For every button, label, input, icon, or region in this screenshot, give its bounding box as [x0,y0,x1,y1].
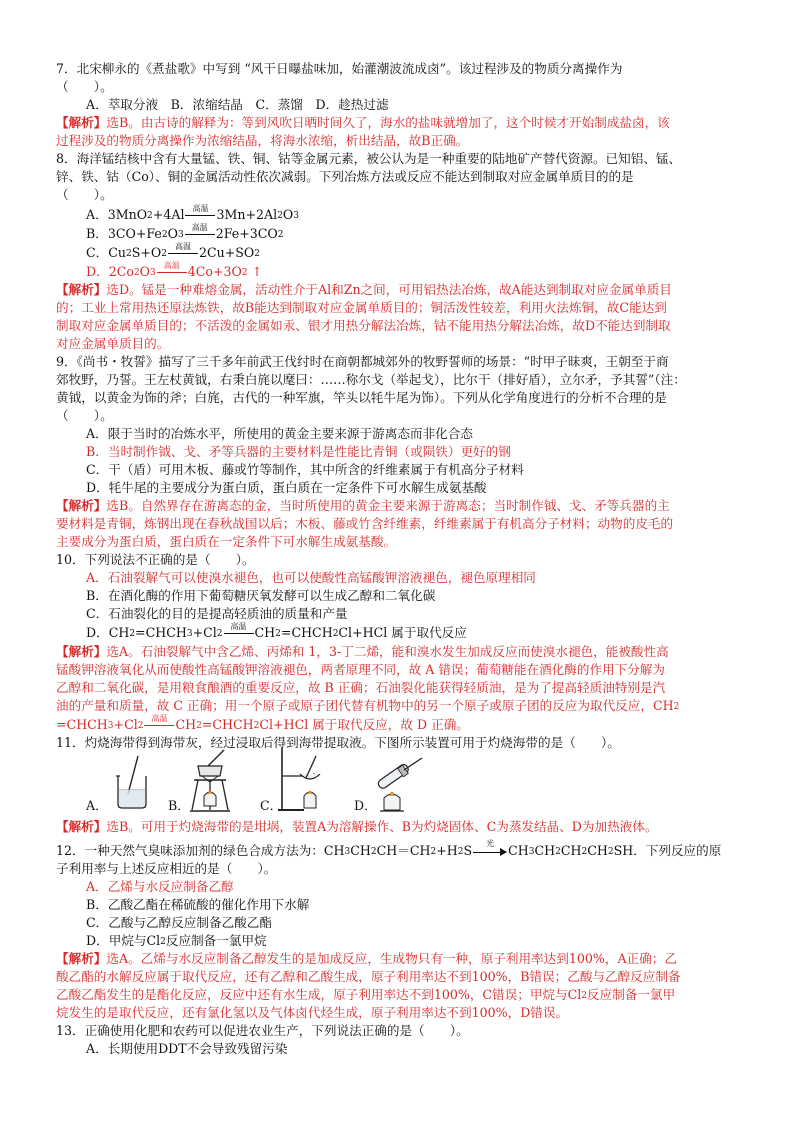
q9-stem-cont-1: 郊牧野，乃誓。王左杖黄钺，右秉白旄以麾曰：……称尔戈（举起戈），比尔干（排好盾），立尔矛，予其誓”（注： [56,372,686,387]
q10-option-a: A．石油裂解气可以使溴水褪色，也可以使酸性高锰酸钾溶液褪色，褪色原理相同 [86,570,536,585]
q12-option-d: D．甲烷与Cl2反应制备一氯甲烷 [86,933,267,948]
q8-option-a: A．3MnO2+4Al 高温 3Mn+2Al2O3 [86,203,299,222]
q9-option-c: C．干（盾）可用木板、藤或竹等制作，其中所含的纤维素属于有机高分子材料 [86,462,524,477]
q8-blank: （ ）。 [56,187,113,202]
q8-option-d: D．2Co2O3 高温 4Co+3O2 ↑ [86,260,263,279]
q12-analysis: 【解析】选A。乙烯与水反应制备乙醇发生的是加成反应，生成物只有一种，原子利用率达到100%，A正确；乙 [56,951,677,966]
q8-analysis-cont-3: 对应金属单质目的。 [56,336,170,351]
q9-option-d: D．牦牛尾的主要成分为蛋白质，蛋白质在一定条件下可水解生成氨基酸 [86,480,487,495]
q11-analysis: 【解析】选B。可用于灼烧海带的是坩埚，装置A为溶解操作、B为灼烧固体、C为蒸发结晶、D为加热液体。 [56,819,658,834]
q12-option-b: B．乙酸乙酯在稀硫酸的催化作用下水解 [86,897,310,912]
q9-option-b: B．当时制作钺、戈、矛等兵器的主要材料是性能比青铜（或陨铁）更好的钢 [86,444,511,459]
q10-option-b: B．在酒化酶的作用下葡萄糖厌氧发酵可以生成乙醇和二氧化碳 [86,588,436,603]
q11-label-a: A． [86,798,108,813]
q7-analysis-cont: 过程涉及的物质分离操作为浓缩结晶，将海水浓缩，析出结晶，故B正确。 [56,133,469,148]
apparatus-a-dissolving-icon [108,754,156,814]
q12-stem-cont: 子利用率与上述反应相近的是（ ）。 [56,861,277,876]
q9-option-a: A．限于当时的冶炼水平，所使用的黄金主要来源于游离态而非化合态 [86,426,473,441]
q8-stem-cont: 锌、铁、钴（Co）、铜的金属活动性依次减弱。下列冶炼方法或反应不能达到制取对应金属单质目的的是 [56,169,634,184]
q11-stem: 11．灼烧海带得到海带灰，经过浸取后得到海带提取液。下图所示装置可用于灼烧海带的是（ ）。 [56,735,620,750]
q12-option-c: C．乙酸与乙醇反应制备乙酸乙酯 [86,915,272,930]
apparatus-c-evaporating-icon [276,744,328,814]
q9-analysis-cont-1: 要材料是青铜，炼钢出现在春秋战国以后；木板、藤或竹含纤维素，纤维素属于有机高分子材料；动物的皮毛的 [56,516,674,531]
q7-blank: （ ）。 [56,79,113,94]
q10-analysis-cont-1: 锰酸钾溶液氧化从而使酸性高锰酸钾溶液褪色，两者原理不同，故 A 错误；葡萄糖能在酒化酶的作用下分解为 [56,662,666,677]
q10-analysis-cont-4: =CHCH3+Cl2 高温 CH2=CHCH2Cl+HCl 属于取代反应，故 D 正确。 [56,713,469,732]
q8-stem: 8．海洋锰结核中含有大量锰、铁、铜、钴等金属元素，被公认为是一种重要的陆地矿产替代资源。已知铝、锰、 [56,151,682,166]
q10-option-d: D．CH2=CHCH3+Cl2 高温 CH2=CHCH2Cl+HCl 属于取代反应 [86,621,467,640]
q9-stem-cont-2: 黄钺，以黄金为饰的斧；白旄，古代的一种军旗，竿头以牦牛尾为饰）。下列从化学角度进行的分析不合理的是 [56,390,667,405]
q9-analysis-cont-2: 主要成分为蛋白质，蛋白质在一定条件下可水解生成氨基酸。 [56,534,397,549]
q10-stem: 10．下列说法不正确的是（ ）。 [56,552,255,567]
q8-analysis-cont-1: 的；工业上常用热还原法炼铁，故B能达到制取对应金属单质目的；铜活泼性较差，利用火法炼铜，故C能达到 [56,300,667,315]
q13-stem: 13．正确使用化肥和农药可以促进农业生产，下列说法正确的是（ ）。 [56,1023,469,1038]
q9-analysis: 【解析】选B。自然界存在游离态的金，当时所使用的黄金主要来源于游离态；当时制作钺、戈、矛等兵器的主 [56,498,670,513]
q11-label-c: C． [260,798,283,813]
q8-option-b: B．3CO+Fe2O3 高温 2Fe+3CO2 [86,222,284,241]
q10-analysis: 【解析】选A。石油裂解气中含乙烯、丙烯和 1，3-丁二烯，能和溴水发生加成反应而使溴水褪色，能被酸性高 [56,644,669,659]
q12-analysis-cont-2: 乙酸乙酯发生的是酯化反应，反应中还有水生成，原子利用率达不到100%，C错误；甲烷与Cl2反应制备一氯甲 [56,987,676,1002]
q10-analysis-cont-3: 油的产量和质量，故 C 正确；用一个原子或原子团代替有机物中的另一个原子或原子团的反应为取代反应，CH2 [56,698,680,713]
q8-analysis-cont-2: 制取对应金属单质目的；不活泼的金属如汞、银才用热分解法冶炼，钴不能用热分解法冶炼，故D不能达到制取 [56,318,671,333]
q11-label-b: B． [168,798,190,813]
q9-blank: （ ）。 [56,408,113,423]
q12-analysis-cont-1: 酸乙酯的水解反应属于取代反应，还有乙醇和乙酸生成，原子利用率达不到100%，B错误；乙酸与乙醇反应制备 [56,969,681,984]
q7-analysis: 【解析】选B。由古诗的解释为：等到风吹日晒时间久了，海水的盐味就增加了，这个时候才开始制成盐卤，该 [56,115,670,130]
q7-options: A．萃取分液 B．浓缩结晶 C．蒸馏 D．趁热过滤 [86,97,389,112]
q10-analysis-cont-2: 乙醇和二氧化碳，是用粮食酿酒的重要反应，故 B 正确；石油裂化能获得轻质油，是为了提高轻质油特别是汽 [56,680,666,695]
q12-analysis-cont-3: 烷发生的是取代反应，还有氯化氢以及气体卤代烃生成，原子利用率达不到100%，D错误。 [56,1005,569,1020]
q10-option-c: C．石油裂化的目的是提高轻质油的质量和产量 [86,606,348,621]
q7-stem: 7．北宋柳永的《煮盐歌》中写到 “风干日曝盐味加，始灌潮波流成卤”。该过程涉及的物质分离操作为 [56,61,623,76]
q8-option-c: C．Cu2S+O2 高温 2Cu+SO2 [86,241,260,260]
q11-label-d: D． [354,798,377,813]
apparatus-b-crucible-icon [184,748,236,814]
q8-analysis: 【解析】选D。锰是一种难熔金属，活动性介于Al和Zn之间，可用铝热法冶炼，故A能达到制取对应金属单质目 [56,282,672,297]
q12-stem: 12．一种天然气臭味添加剂的绿色合成方法为：CH3CH2CH＝CH2+H2S 光 CH3CH2CH2CH2SH．下列反应的原 [56,838,722,858]
q13-option-a: A．长期使用DDT不会导致残留污染 [86,1041,288,1056]
q9-stem: 9．《尚书・牧誓》描写了三千多年前武王伐纣时在商朝都城郊外的牧野誓师的场景：“时甲子昧爽，王朝至于商 [56,354,669,369]
q12-option-a: A．乙烯与水反应制备乙醇 [86,879,234,894]
apparatus-d-test-tube-icon [370,752,430,814]
